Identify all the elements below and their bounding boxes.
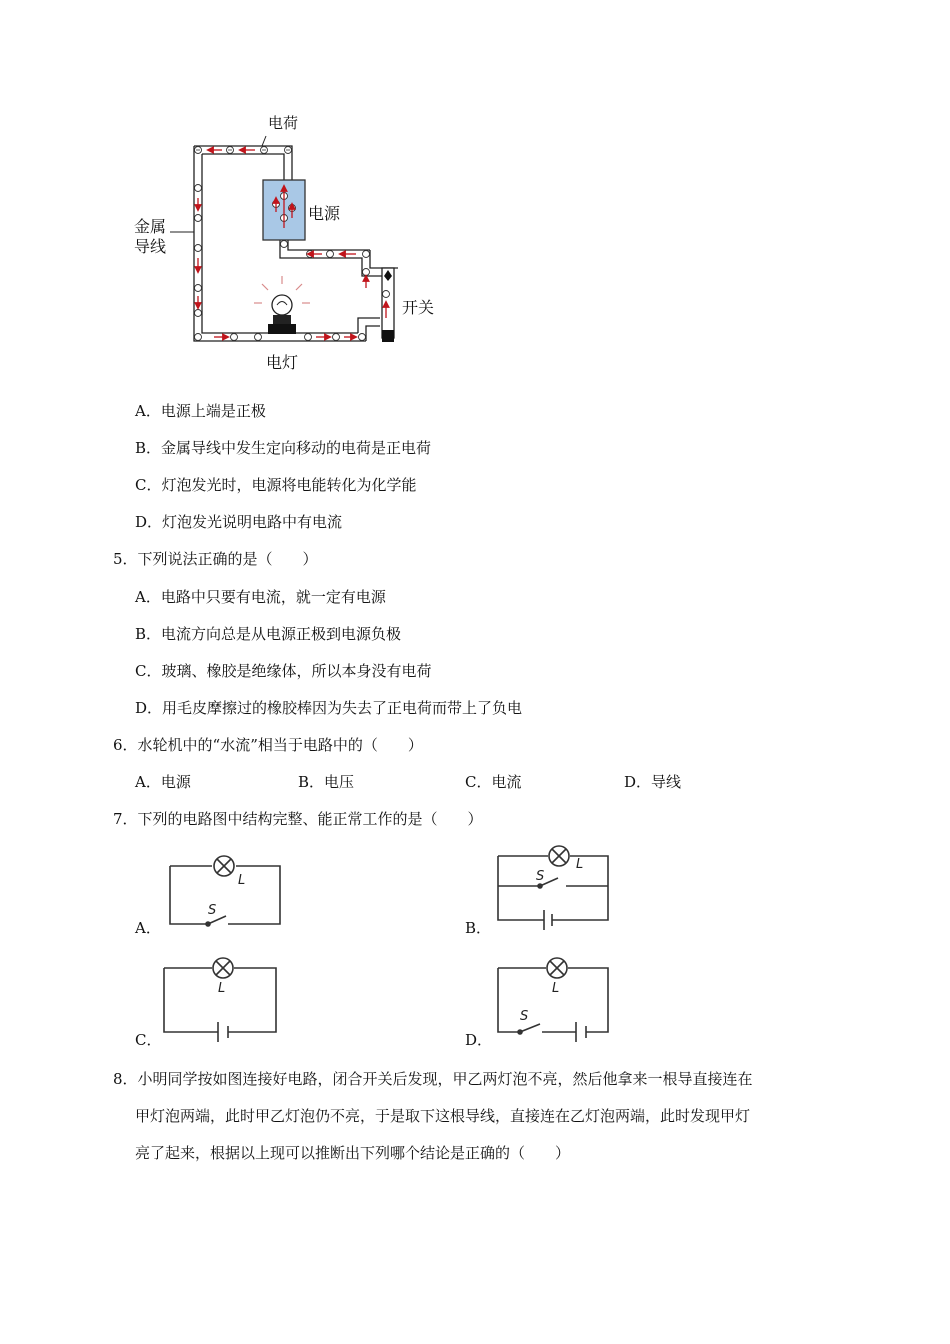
circuit-a-switch-label: S xyxy=(208,903,217,918)
q7-stem: 7．下列的电路图中结构完整、能正常工作的是（ ） xyxy=(113,810,483,828)
label-lamp: 电灯 xyxy=(266,353,299,372)
circuit-d-diagram xyxy=(490,952,616,1042)
q5-option-b: B．电流方向总是从电源正极到电源负极 xyxy=(135,625,402,643)
q7-option-a: A． xyxy=(135,919,161,937)
q5-option-a: A．电路中只要有电流，就一定有电源 xyxy=(135,588,386,606)
q6-option-b: B．电压 xyxy=(298,773,355,791)
circuit-b-diagram xyxy=(490,842,616,932)
q7-option-d: D． xyxy=(465,1031,493,1049)
q7-option-b: B． xyxy=(465,919,492,937)
q4-option-a: A．电源上端是正极 xyxy=(135,402,266,420)
circuit-b-switch-label: S xyxy=(536,869,545,884)
q7-option-c: C． xyxy=(135,1031,162,1049)
label-wire-1: 金属 xyxy=(134,217,167,236)
label-power-source: 电源 xyxy=(308,204,341,223)
q8-line-1: 8．小明同学按如图连接好电路，闭合开关后发现，甲乙两灯泡不亮，然后他拿来一根导直接连在 xyxy=(113,1070,753,1088)
q4-option-b: B．金属导线中发生定向移动的电荷是正电荷 xyxy=(135,439,432,457)
q8-line-2: 甲灯泡两端，此时甲乙灯泡仍不亮，于是取下这根导线，直接连在乙灯泡两端，此时发现甲灯 xyxy=(135,1107,751,1125)
circuit-figure xyxy=(130,108,440,373)
q6-option-d: D．导线 xyxy=(624,773,682,791)
circuit-c-diagram xyxy=(156,952,286,1042)
q5-option-d: D．用毛皮摩擦过的橡胶棒因为失去了正电荷而带上了负电 xyxy=(135,699,523,717)
label-charge: 电荷 xyxy=(268,114,299,132)
circuit-a-diagram xyxy=(160,850,290,932)
q6-option-a: A．电源 xyxy=(135,773,191,791)
q4-option-c: C．灯泡发光时，电源将电能转化为化学能 xyxy=(135,476,417,494)
circuit-b-lamp-label: L xyxy=(576,857,584,872)
q5-stem: 5．下列说法正确的是（ ） xyxy=(113,550,318,568)
label-switch: 开关 xyxy=(402,298,435,317)
q6-stem: 6．水轮机中的“水流”相当于电路中的（ ） xyxy=(113,736,423,754)
lamp-icon xyxy=(254,276,310,334)
circuit-d-lamp-label: L xyxy=(552,981,560,996)
q5-option-c: C．玻璃、橡胶是绝缘体，所以本身没有电荷 xyxy=(135,662,432,680)
q8-line-3: 亮了起来，根据以上现可以推断出下列哪个结论是正确的（ ） xyxy=(135,1144,571,1162)
label-wire-2: 导线 xyxy=(134,237,167,256)
q4-option-d: D．灯泡发光说明电路中有电流 xyxy=(135,513,343,531)
circuit-c-lamp-label: L xyxy=(218,981,226,996)
circuit-figure-svg xyxy=(130,108,440,373)
circuit-a-lamp-label: L xyxy=(238,873,246,888)
circuit-d-switch-label: S xyxy=(520,1009,529,1024)
q6-option-c: C．电流 xyxy=(465,773,522,791)
